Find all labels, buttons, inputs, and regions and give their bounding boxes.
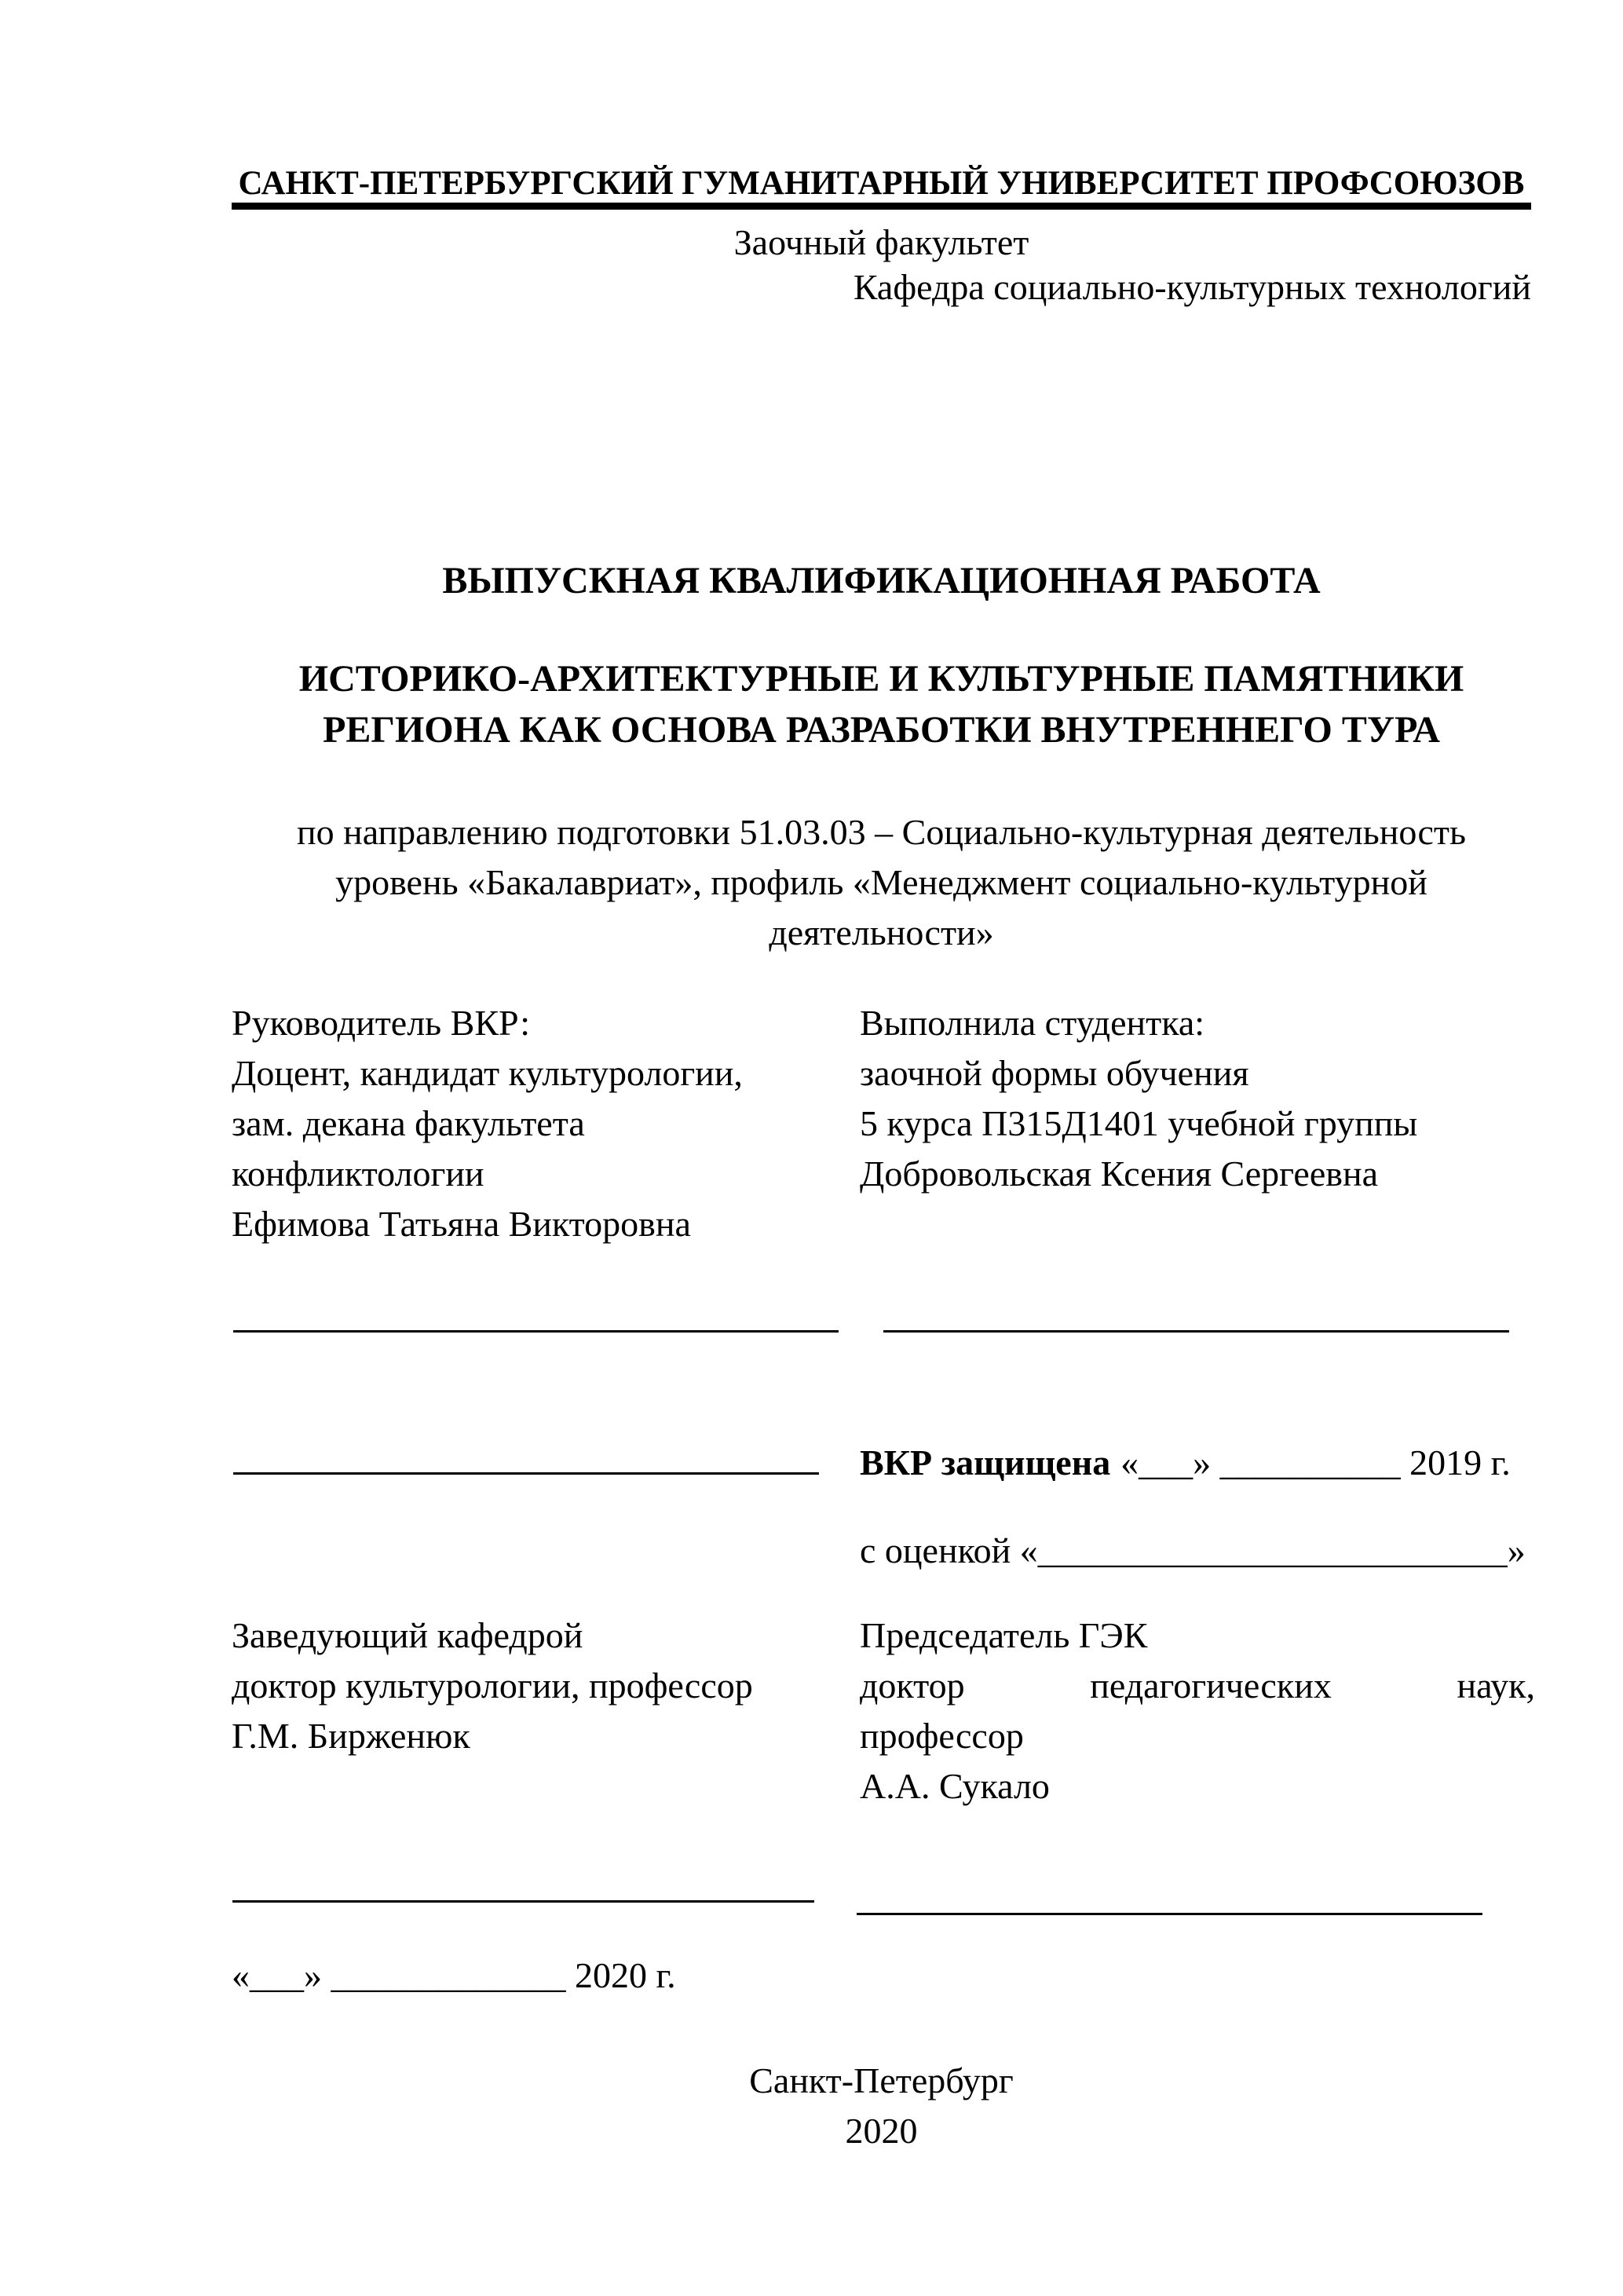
gek-degree-word-2: педагогических [1090,1665,1332,1706]
supervisor-name: Ефимова Татьяна Викторовна [232,1204,691,1244]
supervisor-position-line-3: конфликтологии [232,1153,484,1194]
program-line-2: уровень «Бакалавриат», профиль «Менеджмент социально-культурной [335,862,1427,902]
defense-grade-line: с оценкой «__________________________» [860,1530,1526,1570]
gek-chair-degree-line [860,1661,1535,1711]
gek-chair-name: А.А. Сукало [860,1766,1050,1806]
gek-chair-rank: профессор [860,1716,1024,1756]
thesis-title-line-2: РЕГИОНА КАК ОСНОВА РАЗРАБОТКИ ВНУТРЕННЕГО ТУРА [323,709,1440,751]
university-name: САНКТ-ПЕТЕРБУРГСКИЙ ГУМАНИТАРНЫЙ УНИВЕРСИТЕТ ПРОФСОЮЗОВ [238,165,1525,202]
gek-signature-line [857,1913,1482,1915]
left-signature-line-2 [233,1472,819,1475]
student-group-line: 5 курса П315Д1401 учебной группы [860,1103,1418,1143]
student-form-line: заочной формы обучения [860,1053,1249,1093]
footer-date-line: «___» _____________ 2020 г. [232,1955,676,1995]
supervisor-position-line-2: зам. декана факультета [232,1103,585,1143]
gek-chair-title: Председатель ГЭК [860,1615,1148,1655]
head-of-department-name: Г.М. Бирженюк [232,1716,470,1756]
student-signature-line [883,1330,1509,1333]
supervisor-label: Руководитель ВКР: [232,1003,531,1043]
thesis-title [232,653,1531,755]
program-block [232,807,1531,958]
head-signature-line [232,1900,814,1903]
thesis-title-line-1: ИСТОРИКО-АРХИТЕКТУРНЫЕ И КУЛЬТУРНЫЕ ПАМЯТНИКИ [298,658,1464,700]
faculty-name: Заочный факультет [733,222,1029,262]
head-of-department-degree: доктор культурологии, профессор [232,1665,753,1706]
student-label: Выполнила студентка: [860,1003,1205,1043]
head-of-department-title: Заведующий кафедрой [232,1615,583,1655]
work-type-title: ВЫПУСКНАЯ КВАЛИФИКАЦИОННАЯ РАБОТА [442,560,1321,601]
gek-degree-word-1: доктор [860,1665,965,1706]
supervisor-signature-line [233,1330,839,1333]
supervisor-block [232,998,844,1249]
head-of-department-block [232,1610,844,1761]
defense-status-line [860,1438,1566,1488]
supervisor-position-line-1: Доцент, кандидат культурологии, [232,1053,743,1093]
student-name: Добровольская Ксения Сергеевна [860,1153,1378,1194]
student-block [860,998,1535,1199]
department-name: Кафедра социально-культурных технологий [853,267,1531,307]
gek-chair-block [860,1610,1535,1812]
city-name: Санкт-Петербург [749,2060,1014,2100]
program-line-1: по направлению подготовки 51.03.03 – Социально-культурная деятельность [296,812,1466,852]
header-rule [232,203,1531,210]
defense-status-label: ВКР защищена [860,1442,1111,1483]
program-line-3: деятельности» [769,912,994,952]
year-label: 2020 [845,2111,918,2151]
gek-degree-word-3: наук, [1457,1665,1535,1706]
defense-date-blank: «___» __________ 2019 г. [1120,1442,1511,1483]
